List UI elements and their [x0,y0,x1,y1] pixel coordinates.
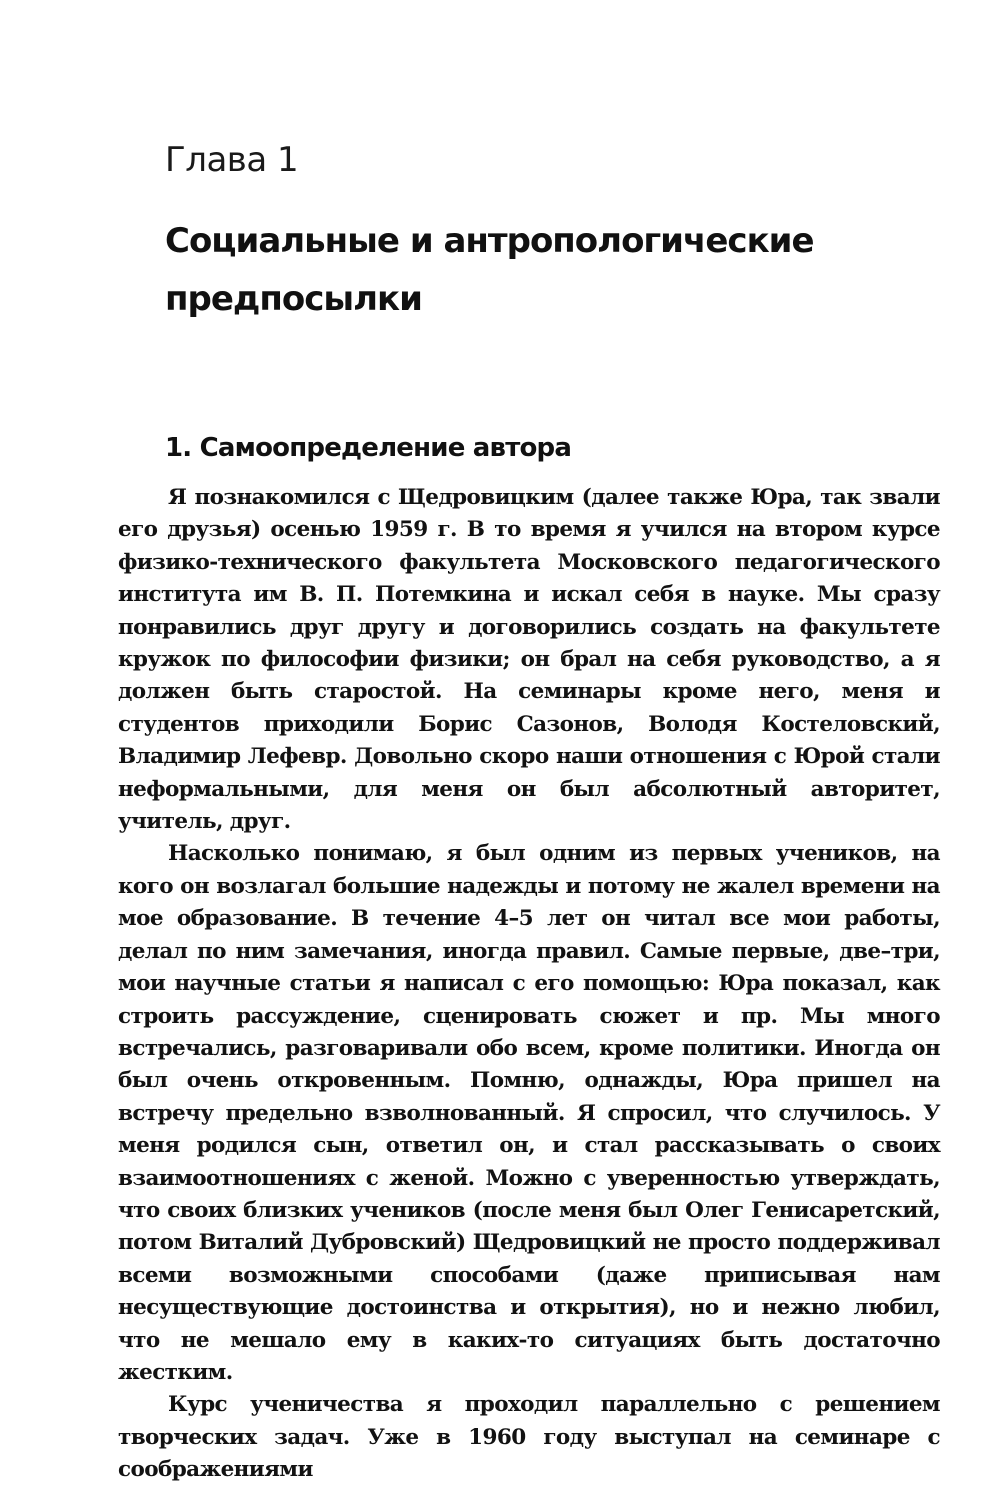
chapter-title: Социальные и антропологические предпосылки [165,221,814,319]
chapter-label: Глава 1 [165,140,299,180]
paragraph-3: Курс ученичества я проходил параллельно с решением творческих задач. Уже в 1960 году выступал на семинаре с соображениями [118,1392,940,1483]
paragraph-2: Насколько понимаю, я был одним из первых учеников, на кого он возлагал большие надежды и потому не жалел времени на мое образование. В течение 4–5 лет он читал все мои работы, делал по ним замечания, иногда правил. Самые первые, две–три, мои научные статьи я написал с его помощью: Юра показал, как строить рассуждение, сценировать сюжет и пр. Мы много встречались, разговаривали обо всем, кроме политики. Иногда он был очень откровенным. Помню, однажды, Юра пришел на встречу предельно взволнованный. Я спросил, что случилось. У меня родился сын, ответил он, и стал рассказывать о своих взаимоотношениях с женой. Можно с уверенностью утверждать, что своих близких учеников (после меня был Олег Генисаретский, потом Виталий Дубровский) Щедровицкий не просто поддерживал всеми возможными способами (даже приписывая нам несуществующие достоинства и открытия), но и нежно любил, что не мешало ему в каких-то ситуациях быть достаточно жестким. [118,841,940,1385]
section-title: 1. Самоопределение автора [165,433,572,463]
body-text [118,482,940,1487]
paragraph-1: Я познакомился с Щедровицким (далее также Юра, так звали его друзья) осенью 1959 г. В то время я учился на втором курсе физико-технического факультета Московского педагогического института им В. П. Потемкина и искал себя в науке. Мы сразу понравились друг другу и договорились создать на факультете кружок по философии физики; он брал на себя руководство, а я должен быть старостой. На семинары кроме него, меня и студентов приходили Борис Сазонов, Володя Костеловский, Владимир Лефевр. Довольно скоро наши отношения с Юрой стали неформальными, для меня он был абсолютный авторитет, учитель, друг. [118,485,940,835]
